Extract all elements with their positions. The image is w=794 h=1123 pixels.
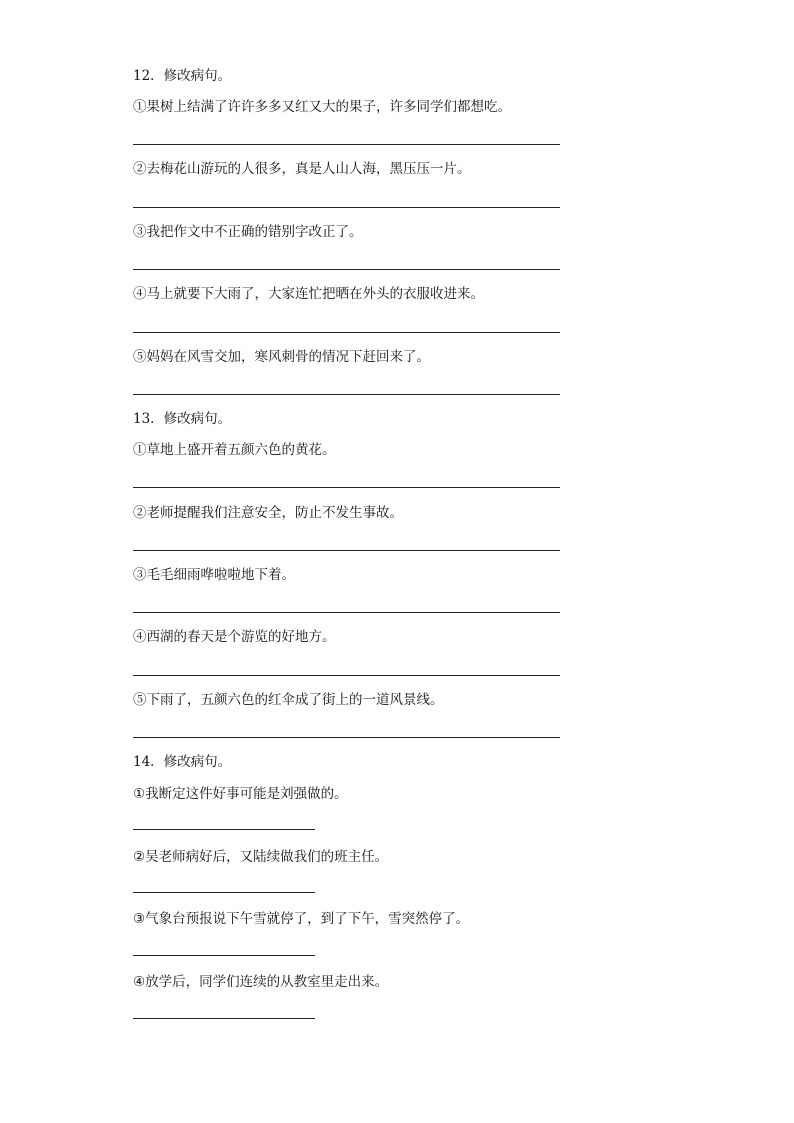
question-13-item-5: ⑤下雨了，五颜六色的红伞成了街上的一道风景线。 xyxy=(133,692,444,708)
question-12-item-2: ②去梅花山游玩的人很多，真是人山人海，黑压压一片。 xyxy=(133,161,471,177)
question-13-item-4: ④西湖的春天是个游览的好地方。 xyxy=(133,629,336,645)
question-14-title: 14．修改病句。 xyxy=(133,754,232,770)
question-13-answer-line-2[interactable] xyxy=(133,550,560,551)
question-14-answer-line-3[interactable] xyxy=(133,955,315,956)
question-14-item-1: ①我断定这件好事可能是刘强做的。 xyxy=(133,786,348,802)
question-12-answer-line-4[interactable] xyxy=(133,332,560,333)
question-13-title: 13．修改病句。 xyxy=(133,411,232,427)
question-14-answer-line-1[interactable] xyxy=(133,829,315,830)
question-13-answer-line-3[interactable] xyxy=(133,612,560,613)
question-12-item-1: ①果树上结满了许许多多又红又大的果子，许多同学们都想吃。 xyxy=(133,99,511,115)
question-14-answer-line-2[interactable] xyxy=(133,892,315,893)
question-14-item-3: ③气象台预报说下午雪就停了，到了下午，雪突然停了。 xyxy=(133,911,470,927)
question-12-item-3: ③我把作文中不正确的错别字改正了。 xyxy=(133,224,363,240)
question-12-title: 12．修改病句。 xyxy=(133,68,232,84)
question-13-answer-line-5[interactable] xyxy=(133,737,560,738)
question-12-item-5: ⑤妈妈在风雪交加，寒风刺骨的情况下赶回来了。 xyxy=(133,349,430,365)
question-14-item-4: ④放学后，同学们连续的从教室里走出来。 xyxy=(133,974,389,990)
question-12-item-4: ④马上就要下大雨了，大家连忙把晒在外头的衣服收进来。 xyxy=(133,286,484,302)
question-12-answer-line-1[interactable] xyxy=(133,144,560,145)
question-14-item-2: ②吴老师病好后，又陆续做我们的班主任。 xyxy=(133,849,389,865)
question-13-item-3: ③毛毛细雨哗啦啦地下着。 xyxy=(133,567,295,583)
question-14-answer-line-4[interactable] xyxy=(133,1018,315,1019)
question-13-item-1: ①草地上盛开着五颜六色的黄花。 xyxy=(133,442,336,458)
question-12-answer-line-3[interactable] xyxy=(133,269,560,270)
question-13-item-2: ②老师提醒我们注意安全，防止不发生事故。 xyxy=(133,505,403,521)
question-12-answer-line-2[interactable] xyxy=(133,207,560,208)
question-13-answer-line-1[interactable] xyxy=(133,487,560,488)
question-12-answer-line-5[interactable] xyxy=(133,394,560,395)
question-13-answer-line-4[interactable] xyxy=(133,675,560,676)
